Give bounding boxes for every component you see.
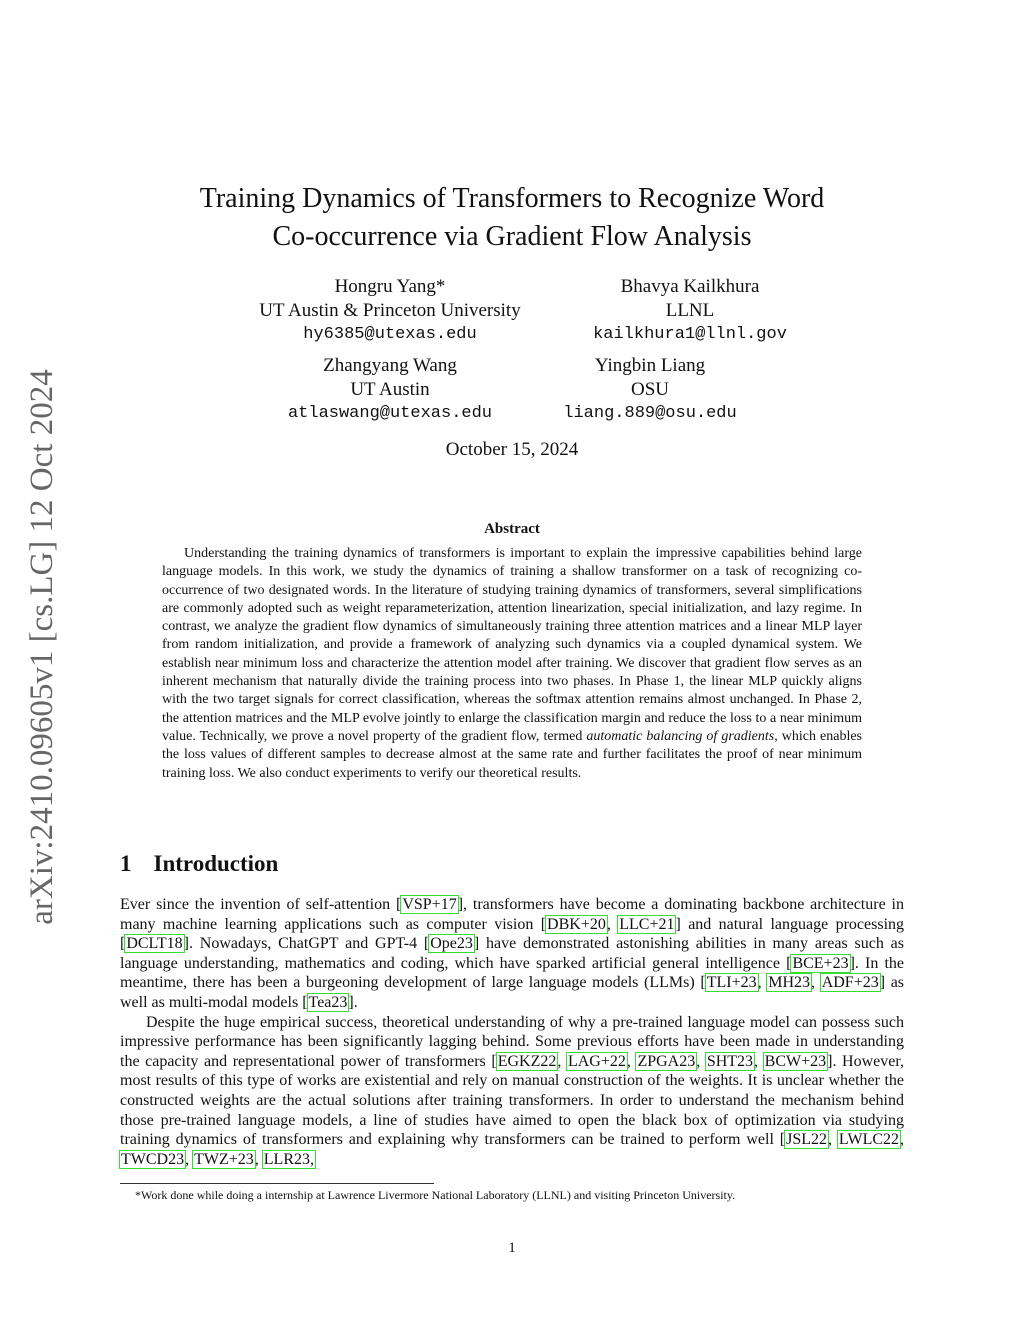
citation-link[interactable]: TLI+23 bbox=[706, 974, 757, 992]
citation-link[interactable]: ADF+23 bbox=[821, 974, 879, 992]
citation-link[interactable]: DCLT18 bbox=[126, 935, 183, 953]
citation-link[interactable]: BCW+23 bbox=[764, 1052, 827, 1070]
abstract-text: , which enables the loss values of different samples to decrease almost at the same rate and further facilitates the proof of near minimum training loss. We also conduct experiments to verify our theoretical results. bbox=[162, 728, 862, 781]
body-text: Ever since the invention of self-attention bbox=[120, 896, 396, 913]
author-email[interactable]: atlaswang@utexas.edu bbox=[287, 404, 493, 423]
body-text: , transformers have become a dominating backbone architecture in many machine learning applications such as computer vision bbox=[120, 896, 904, 933]
citation-link[interactable]: LWLC22 bbox=[838, 1131, 900, 1149]
author-block-1 bbox=[215, 275, 565, 347]
citation-link[interactable]: TWCD23 bbox=[121, 1150, 185, 1168]
title-line-2: Co-occurrence via Gradient Flow Analysis bbox=[272, 221, 752, 252]
body-text: . In the meantime, there has been a burgeoning development of large language models (LLMs) bbox=[120, 954, 905, 992]
abstract-heading: Abstract bbox=[484, 521, 540, 537]
footnote-rule bbox=[120, 1183, 434, 1184]
author-affiliation: UT Austin bbox=[350, 379, 430, 400]
author-block-2 bbox=[560, 275, 820, 347]
intro-paragraph-2: Despite the huge empirical success, theoretical understanding of why a pre-trained language model can possess such impressive performance has been significantly lagging behind. Some previous efforts have been made in understanding the capacity and representational power of transformers [EGKZ22, LAG+22, ZPGA23, SHT23, BCW+23]. However, most results of this type of works are existential and rely on manual construction of the weights. It is unclear whether the constructed weights are the actual solutions after training transformers. In order to understand the mechanism behind those pre-trained language models, a line of studies have aimed to open the black box of optimization via studying training dynamics of transformers and explaining why transformers can be trained to perform well [JSL22, LWLC22, TWCD23, TWZ+23, LLR23, bbox=[120, 1013, 905, 1168]
citation-link[interactable]: MH23 bbox=[768, 974, 811, 992]
body-text: have demonstrated astonishing abilities in many areas such as language understanding, mathematics and coding, which have sparked artificial general intelligence bbox=[120, 935, 904, 972]
author-email[interactable]: hy6385@utexas.edu bbox=[303, 325, 477, 344]
citation-link[interactable]: TWZ+23 bbox=[194, 1150, 254, 1168]
citation-link[interactable]: BCE+23 bbox=[792, 954, 849, 972]
body-text: Despite the huge empirical success, theoretical understanding of why a pre-trained language model can possess such impressive performance has been significantly lagging behind. Some previous efforts have been made in understanding the capacity and representational power of transformers bbox=[120, 1013, 904, 1070]
citation-link[interactable]: EGKZ22 bbox=[497, 1052, 557, 1070]
introduction-body bbox=[120, 895, 904, 1169]
author-name: Yingbin Liang bbox=[594, 355, 706, 376]
body-text: as well as multi-modal models bbox=[120, 974, 905, 1011]
author-name: Hongru Yang* bbox=[334, 276, 446, 297]
author-affiliation: LLNL bbox=[665, 300, 715, 321]
body-text: and natural language processing bbox=[680, 915, 905, 933]
abstract-text: Understanding the training dynamics of transformers is important to explain the impressive capabilities behind large language models. In this work, we study the dynamics of training a shallow transformer on a task of recognizing co-occurrence of two designated words. In the literature of studying training dynamics of transformers, several simplifications are commonly adopted such as weight reparameterization, attention linearization, special initialization, and lazy regime. In contrast, we analyze the gradient flow dynamics of simultaneously training three attention matrices and a linear MLP layer from random initialization, and provide a framework of analyzing such dynamics via a coupled dynamical system. We establish near minimum loss and characterize the attention model after training. We discover that gradient flow serves as an inherent mechanism that naturally divide the training process into two phases. In Phase 1, the linear MLP quickly aligns with the two target signals for correct classification, whereas the softmax attention remains almost unchanged. In Phase 2, the attention matrices and the MLP evolve jointly to enlarge the classification margin and reduce the loss to a near minimum value. Technically, we prove a novel property of the gradient flow, termed bbox=[162, 546, 862, 744]
page-number: 1 bbox=[508, 1240, 516, 1256]
citation-link[interactable]: DBK+20 bbox=[547, 915, 606, 933]
author-email[interactable]: liang.889@osu.edu bbox=[563, 404, 737, 423]
citation-link[interactable]: VSP+17 bbox=[402, 896, 457, 913]
citation-link[interactable]: JSL22 bbox=[786, 1131, 827, 1149]
abstract-emphasis: automatic balancing of gradients bbox=[586, 728, 775, 744]
body-text: . However, most results of this type of works are existential and rely on manual construction of the weights. It is unclear whether the constructed weights are the actual solutions after training transformers. In order to understand the mechanism behind those pre-trained language models, a line of studies have aimed to open the black box of optimization via studying training dynamics of transformers and explaining why transformers can be trained to perform well bbox=[120, 1052, 905, 1149]
abstract-body bbox=[162, 545, 862, 783]
section-heading bbox=[120, 851, 278, 877]
citation-link[interactable]: Ope23 bbox=[430, 935, 473, 953]
paper-title bbox=[120, 180, 904, 256]
abstract-paragraph bbox=[162, 545, 862, 783]
body-text: . Nowadays, ChatGPT and GPT-4 bbox=[188, 935, 424, 953]
author-affiliation: OSU bbox=[630, 379, 669, 400]
author-block-3 bbox=[260, 354, 520, 426]
citation-link[interactable]: SHT23 bbox=[706, 1052, 754, 1070]
author-name: Bhavya Kailkhura bbox=[620, 276, 760, 297]
body-text: . bbox=[353, 993, 358, 1011]
footnote: *Work done while doing a internship at Lawrence Livermore National Laboratory (LLNL) and visiting Princeton University. bbox=[135, 1188, 736, 1202]
citation-link[interactable]: LLC+21 bbox=[619, 915, 675, 933]
citation-link[interactable]: LAG+22 bbox=[567, 1052, 626, 1070]
section-number: 1 bbox=[120, 851, 132, 876]
author-email[interactable]: kailkhura1@llnl.gov bbox=[593, 325, 787, 344]
intro-paragraph-1: Ever since the invention of self-attention [VSP+17], transformers have become a dominating backbone architecture in many machine learning applications such as computer vision [DBK+20, LLC+21] and natural language processing [DCLT18]. Nowadays, ChatGPT and GPT-4 [Ope23] have demonstrated astonishing abilities in many areas such as language understanding, mathematics and coding, which have sparked artificial general intelligence [BCE+23]. In the meantime, there has been a burgeoning development of large language models (LLMs) [TLI+23, MH23, ADF+23] as well as multi-modal models [Tea23]. bbox=[120, 896, 905, 1011]
citation-link[interactable]: Tea23 bbox=[308, 993, 348, 1011]
paper-date: October 15, 2024 bbox=[445, 439, 579, 460]
title-line-1: Training Dynamics of Transformers to Recognize Word bbox=[199, 183, 825, 214]
citation-link[interactable]: ZPGA23 bbox=[637, 1052, 696, 1070]
author-block-4 bbox=[520, 354, 780, 426]
section-title: Introduction bbox=[153, 851, 279, 876]
author-affiliation: UT Austin & Princeton University bbox=[259, 300, 521, 321]
author-name: Zhangyang Wang bbox=[323, 355, 457, 376]
arxiv-sidebar-id: arXiv:2410.09605v1 [cs.LG] 12 Oct 2024 bbox=[24, 369, 60, 925]
citation-link[interactable]: LLR23, bbox=[263, 1150, 314, 1168]
